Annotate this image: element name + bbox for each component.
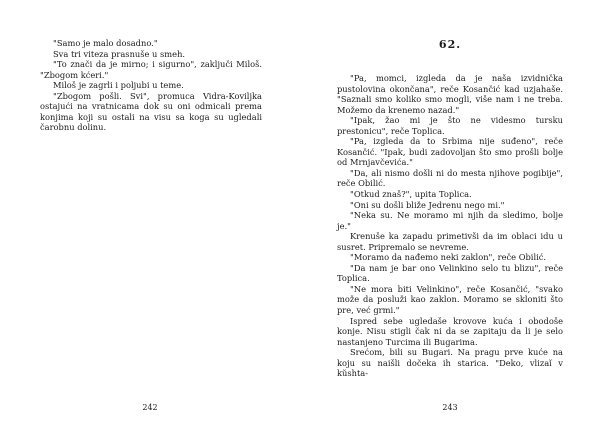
paragraph: "Samo je malo dosadno." bbox=[53, 38, 158, 48]
paragraph: "Oni su došli bliže Jedrenu nego mi." bbox=[350, 199, 505, 210]
paragraph: "Zbogom pošli. Svi", promuca Vidra-Koviljka ostajući na vratnicama dok su oni odmicali prema konjima koji su ostali na visu sa koga su ugledali čarobnu dolinu. bbox=[40, 90, 262, 133]
paragraph: "Pa, izgleda da to Srbima nije suđeno", reče Kosančić. "Ipak, budi zadovoljan što smo prošli bolje od Mrnjavčevića." bbox=[337, 136, 563, 168]
paragraph: Srećom, bili su Bugari. Na pragu prve kuće na koju su naišli dočeka ih starica. "Deko, vlizaĭ v kŭshta- bbox=[337, 347, 563, 379]
paragraph: "To znači da je mirno; i sigurno", zaključi Miloš. "Zbogom kćeri." bbox=[40, 59, 262, 80]
paragraph: "Pa, momci, izgleda da je naša izvidnička pustolovina okončana", reče Kosančić kad uzjahaše. "Saznali smo koliko smo mogli, više nam i ne treba. Možemo da krenemo nazad." bbox=[337, 73, 563, 115]
paragraph: "Moramo da nađemo neki zaklon", reče Obilić. bbox=[350, 252, 547, 263]
paragraph: "Otkud znaš?", upita Toplica. bbox=[350, 189, 472, 200]
paragraph: Sva tri viteza prasnuše u smeh. bbox=[53, 48, 186, 59]
paragraph: "Da nam je bar ono Velinkino selo tu blizu", reče Toplica. bbox=[337, 262, 563, 284]
left-page-text bbox=[40, 38, 262, 133]
paragraph: Ispred sebe ugledaše krovove kuća i obodoše konje. Nisu stigli čak ni da se zapitaju da li je selo nastanjeno Turcima ili Bugarima. bbox=[337, 315, 563, 347]
paragraph: "Ipak, žao mi je što ne videsmo tursku prestonicu", reče Toplica. bbox=[337, 115, 563, 136]
paragraph: "Ne mora biti Velinkino", reče Kosančić, "svako može da posluži kao zaklon. Moramo se skloniti što pre, već grmi." bbox=[337, 283, 563, 316]
paragraph: "Neka su. Ne moramo mi njih da sledimo, bolje je." bbox=[337, 210, 563, 231]
right-page bbox=[300, 0, 600, 424]
paragraph: Krenuše ka zapadu primetivši da im oblaci idu u susret. Pripremalo se nevreme. bbox=[337, 231, 563, 252]
page-number: 243 bbox=[442, 403, 458, 412]
right-page-text bbox=[337, 73, 563, 379]
paragraph: "Da, ali nismo došli ni do mesta njihove pogibije", reče Obilić. bbox=[337, 167, 563, 189]
page-number: 242 bbox=[142, 403, 158, 412]
chapter-title: 62. bbox=[438, 38, 462, 51]
paragraph: Miloš je zagrli i poljubi u teme. bbox=[53, 80, 184, 91]
